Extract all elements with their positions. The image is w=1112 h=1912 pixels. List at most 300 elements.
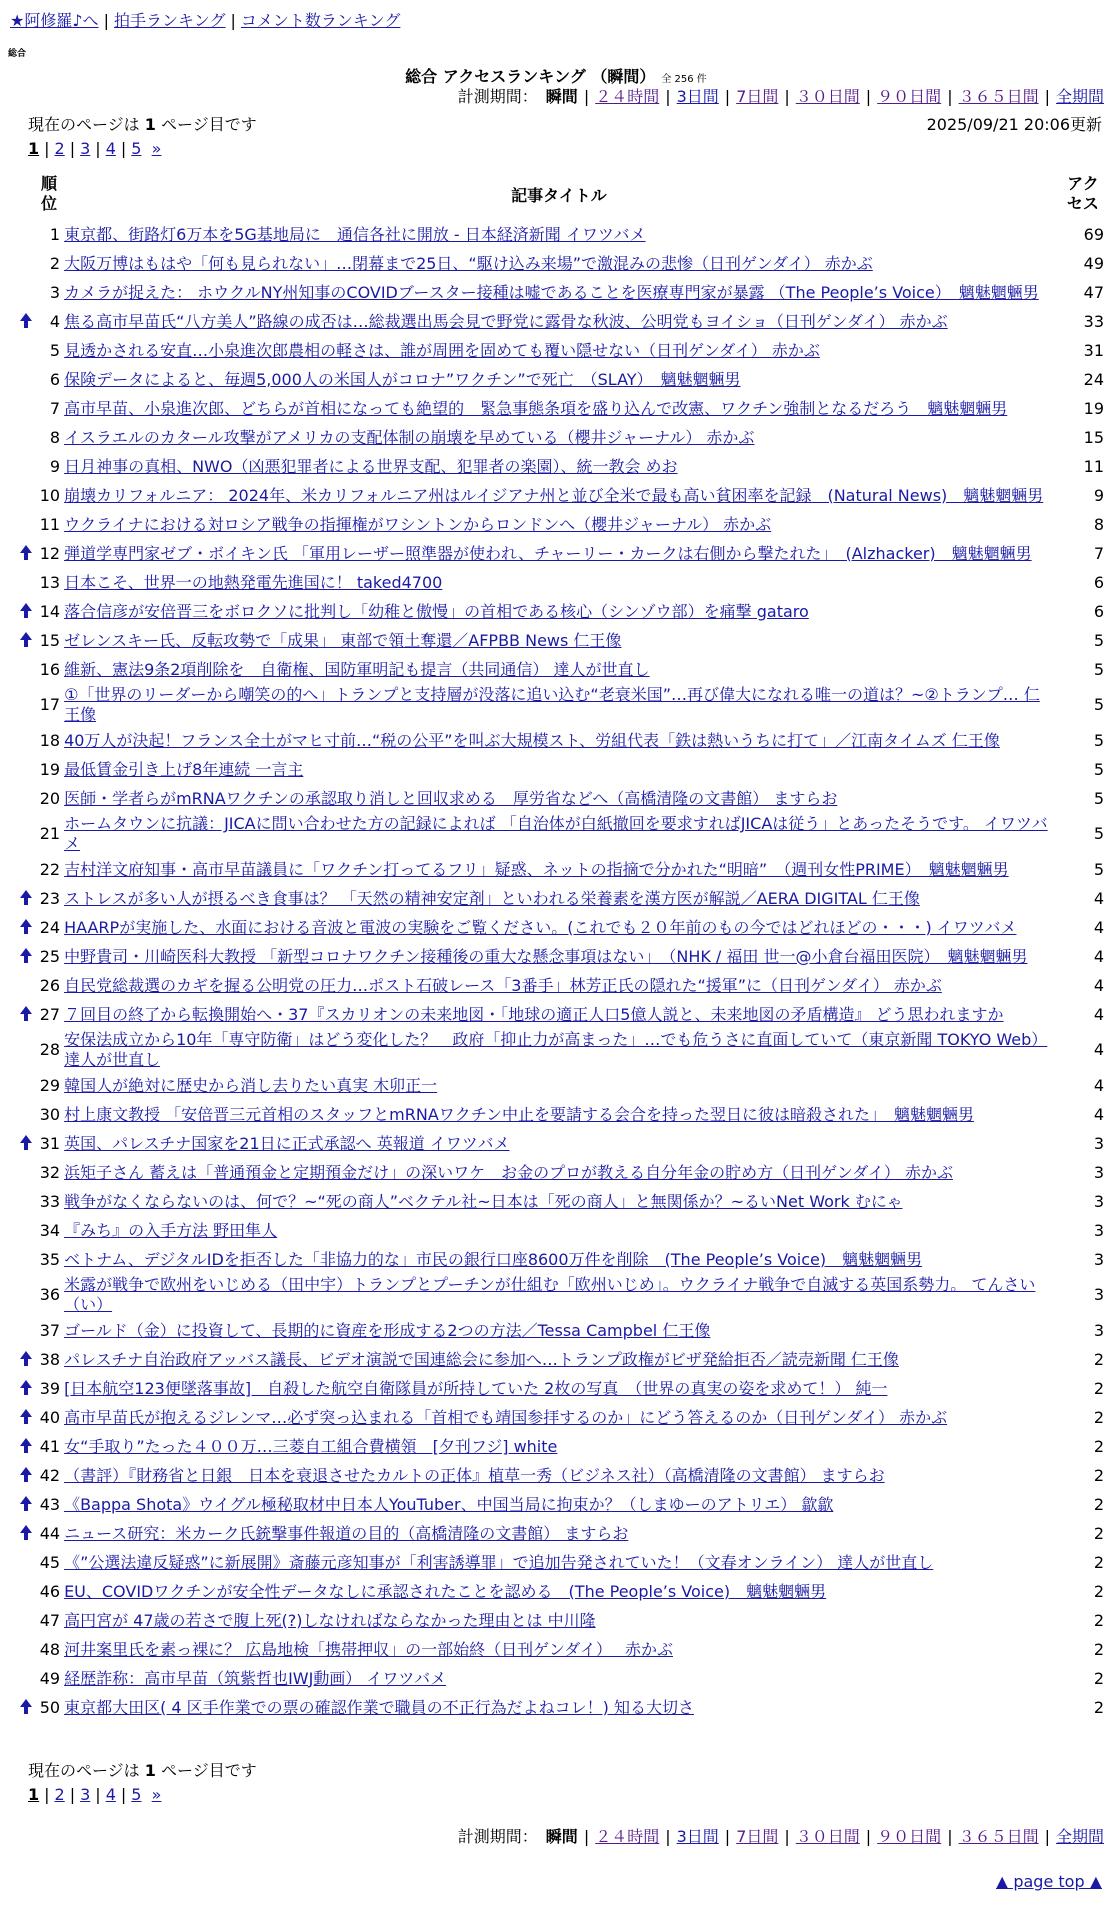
rank-up-arrow-icon [20,1351,32,1367]
ranking-row [20,913,1110,942]
access-count: 6 [1093,601,1104,621]
article-title-link[interactable]: 落合信彦が安倍晋三をボロクソに批判し「幼稚と傲慢」の首相である核心（シンゾウ部）を痛撃 gataro [64,601,809,621]
trend-cell [20,755,36,784]
article-title-link[interactable]: 米露が戦争で欧州をいじめる（田中宇）トランプとプーチンが仕組む「欧州いじめ」。ウクライナ戦争で自滅する英国系勢力。 てんさい（い） [64,1275,1036,1314]
rank-number: 32 [39,1162,61,1182]
article-title-cell [62,1100,1056,1129]
pager-page-5[interactable]: 5 [131,139,142,158]
ranking-row [20,1548,1110,1577]
rank-number: 14 [39,601,61,621]
trend-cell [20,423,36,452]
article-title-link[interactable]: 医師・学者らがmRNAワクチンの承認取り消しと回収求める 厚労省などへ（高橋清隆の文書館） ますらお [64,788,838,808]
trend-cell [20,1158,36,1187]
article-title-cell [62,1345,1056,1374]
ranking-row [20,1245,1110,1274]
access-count: 3 [1093,1220,1104,1240]
rank-number: 48 [39,1639,61,1659]
access-count: 4 [1093,1040,1104,1059]
rank-number: 30 [39,1104,61,1124]
access-count: 2 [1093,1668,1104,1688]
article-title-link[interactable]: ゼレンスキー氏、反転攻勢で「成果」 東部で領土奪還／AFPBB News 仁王像 [64,630,622,650]
rank-up-arrow-icon [20,1438,32,1454]
article-title-link[interactable]: [日本航空123便墜落事故] 自殺した航空自衛隊員が所持していた 2枚の写真 （世界の真実の姿を求めて！） 純一 [64,1378,888,1398]
trend-cell [20,307,36,336]
article-title-link[interactable]: 保険データによると、毎週5,000人の米国人がコロナ”ワクチン”で死亡 （SLAY） 魑魅魍魎男 [64,369,741,389]
rank-number: 2 [49,253,61,273]
period-all-link[interactable]: 全期間 [1055,87,1104,106]
ranking-row [20,655,1110,684]
article-title-cell [62,813,1056,855]
period-30d-link[interactable]: ３０日間 [795,1827,860,1846]
ranking-row [20,971,1110,1000]
article-title-cell [62,1274,1056,1316]
article-title-cell [62,1071,1056,1100]
rank-up-arrow-icon [20,1525,32,1541]
rank-number: 11 [39,514,61,534]
access-count: 24 [1083,369,1104,389]
article-title-link[interactable]: ニュース研究：米カーク氏銃撃事件報道の目的（高橋清隆の文書館） ますらお [64,1523,629,1543]
access-count: 7 [1093,543,1104,563]
article-title-cell [62,1519,1056,1548]
access-count: 3 [1093,1133,1104,1153]
ranking-row [20,1490,1110,1519]
ranking-row [20,1519,1110,1548]
article-title-cell [62,365,1056,394]
rank-number: 12 [39,543,61,563]
rank-number: 44 [39,1523,61,1543]
period-3d-link[interactable]: 3日間 [676,87,719,106]
pager-page-4[interactable]: 4 [105,139,116,158]
article-title-cell [62,1216,1056,1245]
rank-number: 41 [39,1436,61,1456]
rank-up-arrow-icon [20,1135,32,1151]
article-title-link[interactable]: 東京都大田区( 4 区手作業での票の確認作業で職員の不正行為だよねコレ！) 知る大切さ [64,1697,694,1717]
article-title-link[interactable]: 最低賃金引き上げ8年連続 一言主 [64,759,304,779]
rank-up-arrow-icon [20,1467,32,1483]
article-title-link[interactable]: ウクライナにおける対ロシア戦争の指揮権がワシントンからロンドンへ（櫻井ジャーナル） 赤かぶ [64,514,772,534]
ranking-title-text: 総合 アクセスランキング （瞬間） [405,67,656,86]
rank-number: 22 [39,859,61,879]
rank-number: 20 [39,788,61,808]
trend-cell [20,1216,36,1245]
rank-up-arrow-icon [20,1699,32,1715]
rank-number: 4 [49,311,61,331]
access-count: 5 [1093,659,1104,679]
rank-number: 46 [39,1581,61,1601]
article-title-cell [62,394,1056,423]
access-count: 15 [1083,427,1104,447]
ranking-row [20,755,1110,784]
trend-cell [20,1403,36,1432]
trend-cell [20,1245,36,1274]
article-title-link[interactable]: 中野貴司・川崎医科大教授 「新型コロナワクチン接種後の重大な懸念事項はない」 （NHK / 福田 世一@小倉台福田医院） 魑魅魍魎男 [64,946,1028,966]
trend-cell [20,597,36,626]
period-90d-link[interactable]: ９０日間 [877,87,942,106]
trend-cell [20,1635,36,1664]
article-title-link[interactable]: パレスチナ自治政府アッバス議長、ビデオ演説で国連総会に参加へ…トランプ政権がビザ発給拒否／読売新聞 仁王像 [64,1349,899,1369]
updated-timestamp: 2025/09/21 20:06更新 [926,115,1102,134]
rank-header: 順位 [41,174,58,213]
article-title-cell [62,971,1056,1000]
ranking-row [20,1664,1110,1693]
access-count: 49 [1083,253,1104,273]
access-count: 19 [1083,398,1104,418]
rank-number: 37 [39,1320,61,1340]
article-title-link[interactable]: 戦争がなくならないのは、何で？~“死の商人”ベクテル社~日本は「死の商人」と無関係か？~るいNet Work むにゃ [64,1191,903,1211]
ranking-row [20,481,1110,510]
ranking-row [20,365,1110,394]
article-title-cell [62,1187,1056,1216]
article-title-link[interactable]: 高円宮が 47歳の若さで腹上死(?)しなければならなかった理由とは 中川隆 [64,1610,596,1630]
article-title-cell [62,1577,1056,1606]
trend-cell [20,539,36,568]
rank-number: 21 [39,824,61,843]
article-title-link[interactable]: 焦る高市早苗氏“八方美人”路線の成否は…総裁選出馬会見で野党に露骨な秋波、公明党もヨイショ（日刊ゲンダイ） 赤かぶ [64,311,948,331]
article-title-cell [62,510,1056,539]
period-365d-link[interactable]: ３６５日間 [958,1827,1039,1846]
rank-number: 17 [39,695,61,714]
ranking-row [20,1432,1110,1461]
article-title-link[interactable]: ７回目の終了から転換開始へ・37『スカリオンの未来地図・「地球の適正人口5億人説と、未来地図の矛盾構造』 どう思われますか [64,1004,1004,1024]
article-title-link[interactable]: ①「世界のリーダーから嘲笑の的へ」トランプと支持層が没落に追い込む“老衰米国”…再び偉大になれる唯一の道は？~②トランプ… 仁王像 [64,685,1040,724]
pager-page-5[interactable]: 5 [131,1785,142,1804]
ranking-title [0,64,1112,87]
nav-separator: | [230,11,236,30]
trend-cell [20,626,36,655]
rank-number: 10 [39,485,61,505]
article-title-link[interactable]: 《Bappa Shota》ウイグル極秘取材中日本人YouTuber、中国当局に拘束か？（しまゆーのアトリエ） 歙歙 [64,1494,834,1514]
article-title-link[interactable]: 女“手取り”たった４００万…三菱自工組合費横領 [夕刊フジ] white [64,1436,558,1456]
rank-number: 49 [39,1668,61,1688]
trend-cell [20,1606,36,1635]
rank-number: 3 [49,282,61,302]
ranking-row [20,1071,1110,1100]
article-title-link[interactable]: 東京都、街路灯6万本を5G基地局に 通信各社に開放 - 日本経済新聞 イワツバメ [64,224,646,244]
top-nav [10,10,400,32]
article-title-cell [62,1245,1056,1274]
ranking-row [20,626,1110,655]
article-title-cell [62,942,1056,971]
ranking-rows [20,220,1110,1722]
page-top-link[interactable]: ▲ page top ▲ [995,1872,1102,1891]
ranking-row [20,510,1110,539]
access-count: 5 [1093,824,1104,843]
access-count: 3 [1093,1162,1104,1182]
trend-cell [20,1187,36,1216]
rank-number: 16 [39,659,61,679]
pager-page-3[interactable]: 3 [80,139,91,158]
ranking-row [20,884,1110,913]
rank-number: 36 [39,1285,61,1304]
trend-cell [20,1461,36,1490]
access-count: 69 [1083,224,1104,244]
ranking-row [20,220,1110,249]
trend-cell [20,394,36,423]
period-365d-link[interactable]: ３６５日間 [958,87,1039,106]
trend-cell [20,365,36,394]
trend-cell [20,1345,36,1374]
trend-cell [20,1071,36,1100]
ranking-row [20,1577,1110,1606]
article-title-cell [62,336,1056,365]
ranking-row [20,1000,1110,1029]
rank-up-arrow-icon [20,919,32,935]
access-count: 2 [1093,1581,1104,1601]
article-title-cell [62,1129,1056,1158]
trend-cell [20,278,36,307]
article-title-link[interactable]: 日本こそ、世界一の地熱発電先進国に！ taked4700 [64,572,443,592]
access-count: 33 [1083,311,1104,331]
access-count: 2 [1093,1639,1104,1659]
rank-up-arrow-icon [20,1496,32,1512]
access-count: 5 [1093,730,1104,750]
comment-ranking-link[interactable]: コメント数ランキング [240,11,401,30]
article-title-cell [62,1403,1056,1432]
rank-number: 7 [49,398,61,418]
ranking-row [20,784,1110,813]
article-title-link[interactable]: カメラが捉えた： ホウクルNY州知事のCOVIDブースター接種は嘘であることを医療専門家が暴露 （The People’s Voice） 魑魅魍魎男 [64,282,1039,302]
pager-page-2[interactable]: 2 [54,139,65,158]
access-count: 2 [1093,1407,1104,1427]
access-count: 4 [1093,946,1104,966]
rank-up-arrow-icon [20,545,32,561]
rank-number: 35 [39,1249,61,1269]
ranking-row [20,726,1110,755]
article-title-link[interactable]: 経歴詐称：高市早苗（筑紫哲也IWJ動画） イワツバメ [64,1668,447,1688]
access-count: 2 [1093,1610,1104,1630]
rank-number: 45 [39,1552,61,1572]
article-title-cell [62,1432,1056,1461]
rank-number: 6 [49,369,61,389]
article-title-link[interactable]: HAARPが実施した、水面における音波と電波の実験をご覧ください。(これでも２０年前のもの今ではどれほどの・・・) イワツバメ [64,917,1017,937]
ranking-row [20,1345,1110,1374]
access-count: 5 [1093,788,1104,808]
article-title-link[interactable]: イスラエルのカタール攻撃がアメリカの支配体制の崩壊を早めている（櫻井ジャーナル） 赤かぶ [64,427,755,447]
article-title-link[interactable]: 日月神事の真相、NWO（凶悪犯罪者による世界支配、犯罪者の楽園）、統一教会 めお [64,456,678,476]
article-title-cell [62,1000,1056,1029]
period-24h-link[interactable]: ２４時間 [595,1827,660,1846]
rank-number: 50 [39,1697,61,1717]
article-title-link[interactable]: 40万人が決起！フランス全土がマヒ寸前…“税の公平”を叫ぶ大規模スト、労組代表「鉄は熱いうちに打て」／江南タイムズ 仁王像 [64,730,1000,750]
ranking-row [20,452,1110,481]
period-label: 計測期間： [457,1827,538,1846]
ranking-row [20,1606,1110,1635]
rank-number: 29 [39,1075,61,1095]
access-count: 2 [1093,1465,1104,1485]
article-title-cell [62,684,1056,726]
pager-top: 1 | 2 | 3 | 4 | 5 » [28,139,162,158]
access-count: 4 [1093,1004,1104,1024]
period-90d-link[interactable]: ９０日間 [877,1827,942,1846]
pager-next[interactable]: » [151,139,162,158]
article-title-cell [62,307,1056,336]
article-title-link[interactable]: ゴールド（金）に投資して、長期的に資産を形成する2つの方法／Tessa Campbel 仁王像 [64,1320,711,1340]
total-count: 全 256 件 [661,74,707,85]
rank-number: 1 [49,224,61,244]
trend-cell [20,1274,36,1316]
article-title-link[interactable]: 河井案里氏を素っ裸に？ 広島地検「携帯押収」の一部始終（日刊ゲンダイ） 赤かぶ [64,1639,673,1659]
article-title-link[interactable]: 見透かされる安直…小泉進次郎農相の軽さは、誰が周囲を固めても覆い隠せない（日刊ゲンダイ） 赤かぶ [64,340,820,360]
article-title-cell [62,884,1056,913]
article-title-link[interactable]: （書評）『財務省と日銀 日本を衰退させたカルトの正体』植草一秀（ビジネス社）（高橋清隆の文書館） ますらお [64,1465,885,1485]
ranking-row [20,813,1110,855]
period-all-link[interactable]: 全期間 [1055,1827,1104,1846]
article-title-link[interactable]: 吉村洋文府知事・高市早苗議員に「ワクチン打ってるフリ」疑惑、ネットの指摘で分かれた“明暗” （週刊女性PRIME） 魑魅魍魎男 [64,859,1009,879]
trend-cell [20,726,36,755]
period-3d-link[interactable]: 3日間 [676,1827,719,1846]
rank-up-arrow-icon [20,313,32,329]
trend-cell [20,452,36,481]
access-count: 3 [1093,1320,1104,1340]
rank-number: 5 [49,340,61,360]
trend-cell [20,481,36,510]
rank-number: 38 [39,1349,61,1369]
rank-up-arrow-icon [20,890,32,906]
article-title-link[interactable]: 村上康文教授 「安倍晋三元首相のスタッフとmRNAワクチン中止を要請する会合を持った翌日に彼は暗殺された」 魑魅魍魎男 [64,1104,974,1124]
trend-cell [20,1664,36,1693]
article-title-cell [62,1548,1056,1577]
access-count: 5 [1093,630,1104,650]
article-title-cell [62,855,1056,884]
trend-cell [20,1129,36,1158]
pager-bottom: 1 | 2 | 3 | 4 | 5 » [28,1785,162,1804]
ranking-row [20,1635,1110,1664]
page-info-top: 現在のページは 1 ページ目です [28,115,257,134]
period-selector-bottom: 計測期間： 瞬間 | ２４時間 | 3日間 | 7日間 | ３０日間 | ９０日間 | ３６５日間 | 全期間 [457,1827,1104,1846]
article-title-link[interactable]: 弾道学専門家ゼブ・ボイキン氏 「軍用レーザー照準器が使われ、チャーリー・カークは右側から撃たれた」 (Alzhacker) 魑魅魍魎男 [64,543,1032,563]
article-title-cell [62,481,1056,510]
trend-cell [20,568,36,597]
ranking-row [20,597,1110,626]
article-title-link[interactable]: EU、COVIDワクチンが安全性データなしに承認されたことを認める (The People’s Voice) 魑魅魍魎男 [64,1581,827,1601]
rank-number: 33 [39,1191,61,1211]
pager-page-4[interactable]: 4 [105,1785,116,1804]
ranking-row [20,1158,1110,1187]
period-selector-top: 計測期間： 瞬間 | ２４時間 | 3日間 | 7日間 | ３０日間 | ９０日間 | ３６５日間 | 全期間 [457,87,1104,106]
access-count: 2 [1093,1523,1104,1543]
rank-number: 47 [39,1610,61,1630]
article-title-cell [62,913,1056,942]
trend-cell [20,1000,36,1029]
asyura-home-link[interactable]: ★阿修羅♪へ [10,11,99,30]
ranking-row [20,1029,1110,1071]
pager-page-2[interactable]: 2 [54,1785,65,1804]
pager-current-page: 1 [28,139,40,158]
period-24h-link[interactable]: ２４時間 [595,87,660,106]
trend-cell [20,510,36,539]
article-title-link[interactable]: 『みち』の入手方法 野田隼人 [64,1220,278,1240]
pager-page-3[interactable]: 3 [80,1785,91,1804]
rank-number: 23 [39,888,61,908]
ranking-row [20,1316,1110,1345]
article-title-link[interactable]: 高市早苗氏が抱えるジレンマ…必ず突っ込まれる「首相でも靖国参拝するのか」にどう答えるのか（日刊ゲンダイ） 赤かぶ [64,1407,948,1427]
ranking-row [20,1374,1110,1403]
article-title-link[interactable]: 高市早苗、小泉進次郎、どちらが首相になっても絶望的 緊急事態条項を盛り込んで改憲、ワクチン強制となるだろう 魑魅魍魎男 [64,398,1008,418]
rank-number: 15 [39,630,61,650]
article-title-link[interactable]: ホームタウンに抗議：JICAに問い合わせた方の記録によれば 「自治体が白紙撤回を要求すればJICAは従う」とあったそうです。 イワツバメ [64,814,1048,853]
article-title-link[interactable]: 浜矩子さん 蓄えは「普通預金と定期預金だけ」の深いワケ お金のプロが教える自分年金の貯め方（日刊ゲンダイ） 赤かぶ [64,1162,953,1182]
ranking-row [20,1274,1110,1316]
article-title-link[interactable]: 維新、憲法9条2項削除を 自衛権、国防軍明記も提言（共同通信） 達人が世直し [64,659,650,679]
ranking-row [20,855,1110,884]
article-title-cell [62,597,1056,626]
period-7d-link[interactable]: 7日間 [736,1827,779,1846]
access-count: 5 [1093,759,1104,779]
ranking-row [20,1461,1110,1490]
article-title-cell [62,755,1056,784]
rank-up-arrow-icon [20,1409,32,1425]
rank-number: 26 [39,975,61,995]
access-count: 2 [1093,1349,1104,1369]
trend-cell [20,1316,36,1345]
period-7d-link[interactable]: 7日間 [736,87,779,106]
ranking-row [20,568,1110,597]
article-title-cell [62,1374,1056,1403]
rank-up-arrow-icon [20,603,32,619]
article-title-link[interactable]: 韓国人が絶対に歴史から消し去りたい真実 木卯正一 [64,1075,438,1095]
rank-up-arrow-icon [20,1380,32,1396]
period-current: 瞬間 [545,87,578,106]
period-current: 瞬間 [545,1827,578,1846]
article-title-cell [62,220,1056,249]
article-title-cell [62,568,1056,597]
access-count: 2 [1093,1494,1104,1514]
trend-cell [20,655,36,684]
trend-cell [20,884,36,913]
applause-ranking-link[interactable]: 拍手ランキング [113,11,226,30]
trend-cell [20,220,36,249]
access-count: 2 [1093,1552,1104,1572]
access-header: アクセス [1066,174,1099,213]
access-count: 6 [1093,572,1104,592]
article-title-cell [62,784,1056,813]
rank-number: 9 [49,456,61,476]
article-title-link[interactable]: 英国、パレスチナ国家を21日に正式承認へ 英報道 イワツバメ [64,1133,510,1153]
trend-cell [20,1548,36,1577]
trend-cell [20,971,36,1000]
ranking-row [20,1100,1110,1129]
article-title-link[interactable]: 《”公選法違反疑惑”に新展開》斎藤元彦知事が「利害誘導罪」で追加告発されていた！（文春オンライン） 達人が世直し [64,1552,934,1572]
rank-up-arrow-icon [20,1006,32,1022]
trend-cell [20,1029,36,1071]
article-title-link[interactable]: 安保法成立から10年「専守防衛」はどう変化した？ 政府「抑止力が高まった」…でも危うさに直面していて（東京新聞 TOKYO Web） 達人が世直し [64,1030,1048,1069]
access-count: 4 [1093,975,1104,995]
article-title-link[interactable]: 大阪万博はもはや「何も見られない」…閉幕まで25日、“駆け込み来場”で激混みの悲惨（日刊ゲンダイ） 赤かぶ [64,253,873,273]
article-title-link[interactable]: ストレスが多い人が摂るべき食事は？ 「天然の精神安定剤」といわれる栄養素を漢方医が解説／AERA DIGITAL 仁王像 [64,888,920,908]
period-label: 計測期間： [457,87,538,106]
article-title-link[interactable]: ベトナム、デジタルIDを拒否した「非協力的な」市民の銀行口座8600万件を削除 (The People’s Voice) 魑魅魍魎男 [64,1249,923,1269]
access-count: 8 [1093,514,1104,534]
article-title-cell [62,1635,1056,1664]
article-title-cell [62,539,1056,568]
ranking-row [20,394,1110,423]
rank-number: 19 [39,759,61,779]
period-30d-link[interactable]: ３０日間 [795,87,860,106]
pager-current-page: 1 [28,1785,40,1804]
article-title-link[interactable]: 自民党総裁選のカギを握る公明党の圧力…ポスト石破レース「3番手」林芳正氏の隠れた“援軍”に（日刊ゲンダイ） 赤かぶ [64,975,942,995]
article-title-cell [62,249,1056,278]
access-count: 3 [1093,1285,1104,1304]
article-title-link[interactable]: 崩壊カリフォルニア： 2024年、米カリフォルニア州はルイジアナ州と並び全米で最も高い貧困率を記録 (Natural News) 魑魅魍魎男 [64,485,1044,505]
rank-up-arrow-icon [20,948,32,964]
access-count: 9 [1093,485,1104,505]
ranking-row [20,307,1110,336]
article-title-cell [62,626,1056,655]
access-count: 4 [1093,888,1104,908]
pager-next[interactable]: » [151,1785,162,1804]
article-title-cell [62,1606,1056,1635]
ranking-row [20,336,1110,365]
